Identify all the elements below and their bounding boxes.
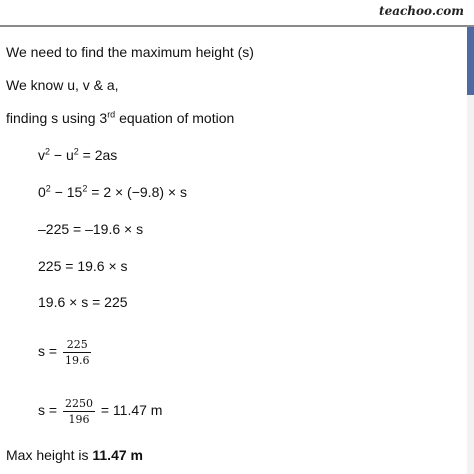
eq7-numerator: 2250 xyxy=(64,396,93,410)
equation-step-4: 225 = 19.6 × s xyxy=(38,258,128,274)
eq7-fraction xyxy=(63,397,95,426)
equation-general xyxy=(38,146,117,164)
eq2-term-v: 0 xyxy=(38,184,46,200)
intro-line-goal xyxy=(6,43,254,61)
method-ordinal: rd xyxy=(107,109,116,120)
conclusion-answer: 11.47 m xyxy=(92,447,143,463)
equation-step-3: –225 = –19.6 × s xyxy=(38,221,144,237)
eq7-result: = 11.47 m xyxy=(96,402,163,418)
eq6-denominator: 19.6 xyxy=(64,353,90,367)
scrollbar-thumb[interactable] xyxy=(467,27,474,95)
method-text-post: equation of motion xyxy=(115,110,235,126)
eq1-rhs: = 2as xyxy=(78,147,118,163)
equation-substituted xyxy=(38,183,187,201)
conclusion-line xyxy=(6,446,143,464)
watermark-logo: teachoo.com xyxy=(379,4,464,18)
intro-line-known xyxy=(6,76,119,94)
intro-known-text: We know u, v & a, xyxy=(6,77,119,93)
equation-step-result xyxy=(38,395,162,426)
header-divider xyxy=(0,25,474,27)
eq6-lhs: s = xyxy=(38,343,61,359)
eq2-term-u: − 15 xyxy=(50,184,83,200)
method-text-pre: finding s using 3 xyxy=(6,110,108,126)
eq2-exp-u: 2 xyxy=(82,183,88,194)
eq6-fraction xyxy=(63,338,92,367)
eq7-lhs: s = xyxy=(38,402,61,418)
intro-goal-text: We need to find the maximum height (s) xyxy=(6,44,254,60)
eq6-numerator: 225 xyxy=(63,338,92,353)
equation-step-fraction xyxy=(38,336,93,367)
intro-line-method xyxy=(6,109,234,127)
eq7-denominator: 196 xyxy=(68,412,90,426)
conclusion-text: Max height is xyxy=(6,447,93,463)
eq1-exp-v: 2 xyxy=(45,146,51,157)
eq1-exp-u: 2 xyxy=(73,146,79,157)
eq1-term-v: v xyxy=(38,147,45,163)
eq2-exp-v: 2 xyxy=(45,183,51,194)
eq1-term-u: − u xyxy=(50,147,74,163)
equation-step-5: 19.6 × s = 225 xyxy=(38,294,128,310)
eq2-rhs: = 2 × (−9.8) × s xyxy=(87,184,187,200)
